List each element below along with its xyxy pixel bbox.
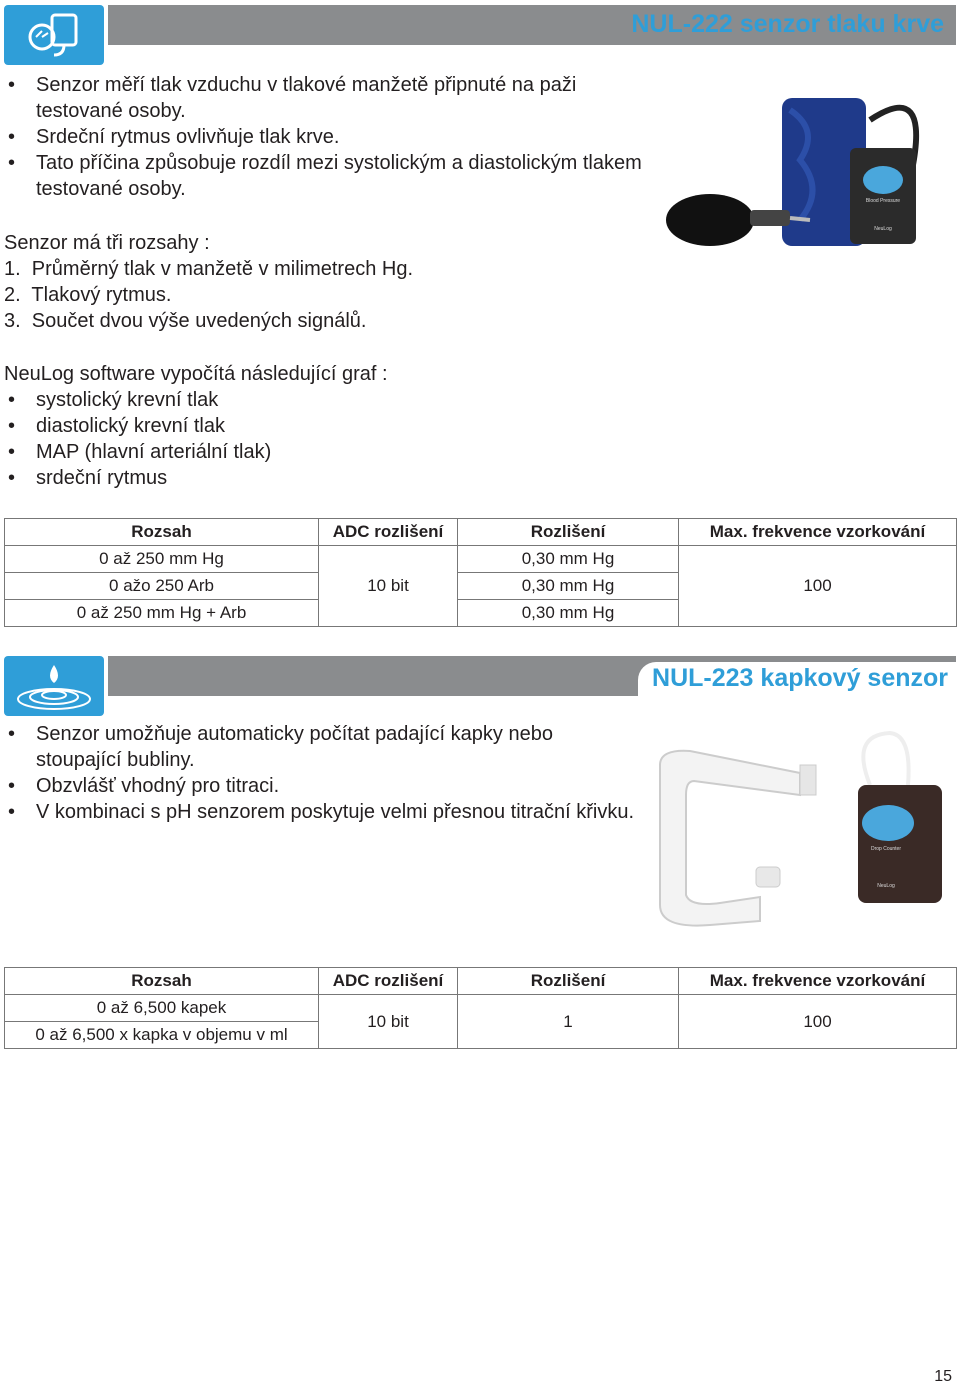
table-header: Max. frekvence vzorkování: [679, 519, 957, 546]
blood-pressure-icon: [4, 5, 104, 65]
resolution-cell: 0,30 mm Hg: [458, 600, 679, 627]
list-item: • Srdeční rytmus ovlivňuje tlak krve.: [4, 124, 644, 150]
table-header: Rozsah: [5, 968, 319, 995]
resolution-cell: 0,30 mm Hg: [458, 546, 679, 573]
range-cell: 0 až 6,500 kapek: [5, 995, 319, 1022]
list-item: • srdeční rytmus: [4, 465, 604, 491]
software-graph-list: [4, 387, 604, 491]
list-item: • Senzor umožňuje automaticky počítat padající kapky nebo stoupající bubliny.: [4, 721, 644, 773]
range-cell: 0 až 250 mm Hg: [5, 546, 319, 573]
brand-label: NeuLog: [877, 883, 895, 889]
drop-counter-icon: [4, 656, 104, 716]
table-header: Rozlišení: [458, 519, 679, 546]
max-rate-cell: 100: [679, 995, 957, 1049]
adc-cell: 10 bit: [319, 546, 458, 627]
page-number: 15: [934, 1368, 952, 1385]
list-item: 2. Tlakový rytmus.: [4, 284, 172, 306]
list-item: • V kombinaci s pH senzorem poskytuje velmi přesnou titrační křivku.: [4, 799, 644, 825]
section-title: NUL-222 senzor tlaku krve: [631, 10, 944, 38]
list-item: • diastolický krevní tlak: [4, 413, 604, 439]
sensor-feature-list: [4, 721, 644, 825]
list-item: • systolický krevní tlak: [4, 387, 604, 413]
spec-table: [4, 518, 957, 627]
list-item: • Senzor měří tlak vzduchu v tlakové manžetě připnuté na paži testované osoby.: [4, 72, 644, 124]
max-rate-cell: 100: [679, 546, 957, 627]
device-label: Drop Counter: [870, 846, 902, 852]
drop-counter-sensor-image: [660, 733, 942, 926]
table-row: [5, 995, 957, 1022]
resolution-cell: 1: [458, 995, 679, 1049]
sensor-feature-list: [4, 72, 644, 202]
device-label: Blood Pressure: [865, 198, 901, 204]
software-intro: NeuLog software vypočítá následující graf :: [4, 363, 388, 385]
list-item: • Obzvlášť vhodný pro titraci.: [4, 773, 644, 799]
table-header: ADC rozlišení: [319, 968, 458, 995]
ranges-intro: Senzor má tři rozsahy :: [4, 232, 210, 254]
brand-label: NeuLog: [874, 226, 892, 232]
list-item: • Tato příčina způsobuje rozdíl mezi systolickým a diastolickým tlakem testované osoby.: [4, 150, 644, 202]
range-cell: 0 až 6,500 x kapka v objemu v ml: [5, 1022, 319, 1049]
range-cell: 0 až 250 mm Hg + Arb: [5, 600, 319, 627]
table-header: Rozsah: [5, 519, 319, 546]
adc-cell: 10 bit: [319, 995, 458, 1049]
table-header: Max. frekvence vzorkování: [679, 968, 957, 995]
spec-table: [4, 967, 957, 1049]
ranges-list: [4, 256, 413, 334]
section-title: NUL-223 kapkový senzor: [638, 662, 956, 698]
table-header: Rozlišení: [458, 968, 679, 995]
list-item: • MAP (hlavní arteriální tlak): [4, 439, 604, 465]
table-row: [5, 546, 957, 573]
list-item: 1. Průměrný tlak v manžetě v milimetrech Hg.: [4, 258, 414, 280]
list-item: 3. Součet dvou výše uvedených signálů.: [4, 310, 367, 332]
range-cell: 0 ažo 250 Arb: [5, 573, 319, 600]
table-header: ADC rozlišení: [319, 519, 458, 546]
blood-pressure-sensor-image: [650, 70, 950, 270]
resolution-cell: 0,30 mm Hg: [458, 573, 679, 600]
